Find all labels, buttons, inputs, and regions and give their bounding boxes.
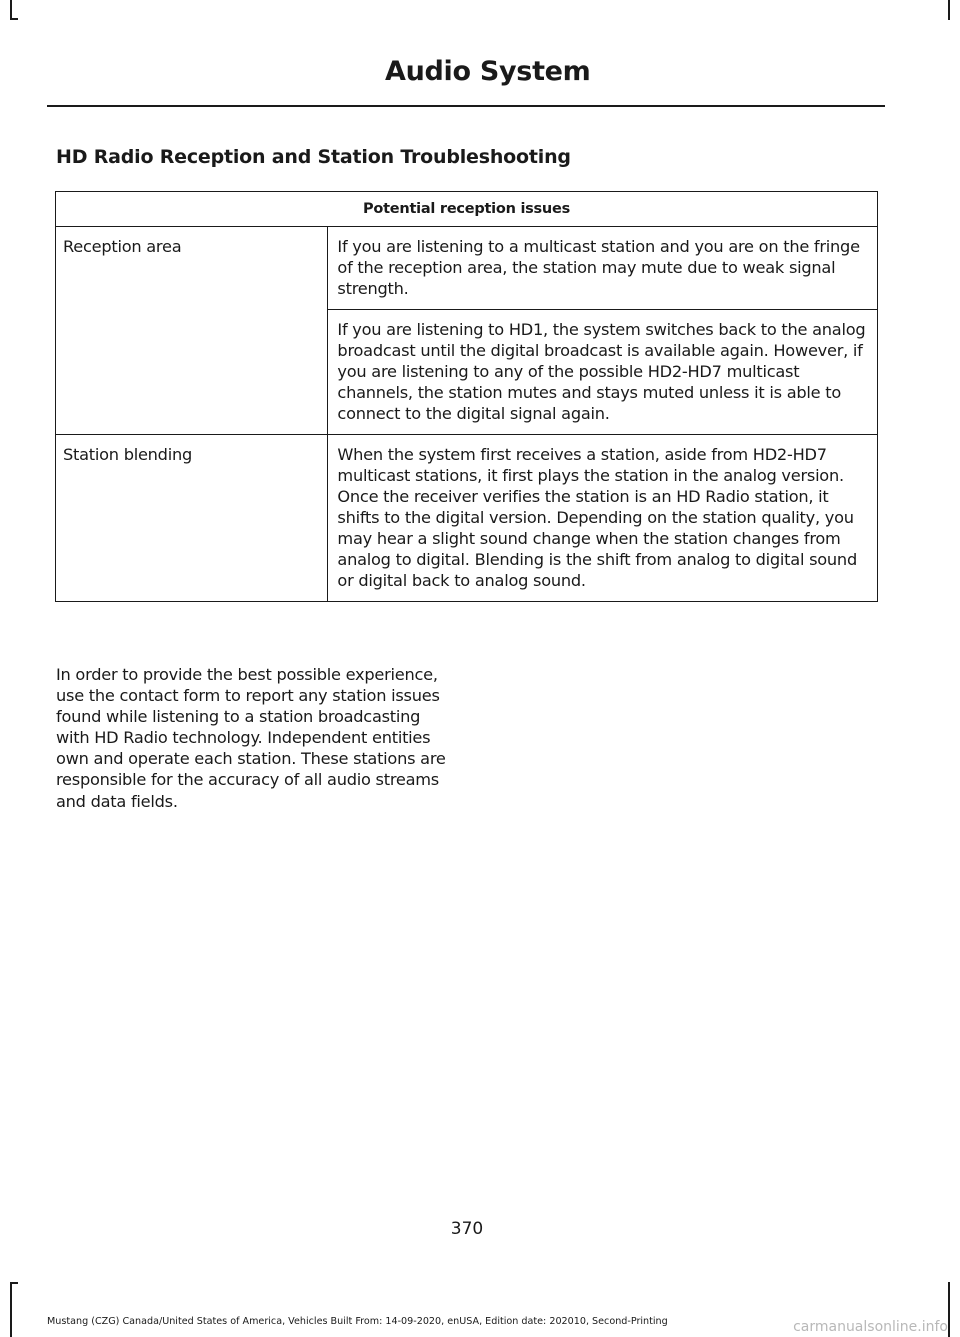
table-caption: Potential reception issues: [56, 192, 878, 227]
crop-mark-top-left-horizontal: [10, 18, 18, 20]
crop-mark-top-right-vertical: [948, 0, 950, 20]
edition-footer: Mustang (CZG) Canada/United States of America, Vehicles Built From: 14-09-2020, enUSA, Edition date: 202010, Second-Printing: [47, 1316, 668, 1327]
header-title: Audio System: [385, 56, 591, 87]
issue-description-cell: When the system first receives a station, aside from HD2-HD7 multicast stations, it first plays the station in the analog version. Once the receiver verifies the station is an HD Radio station, it shifts to the digital version. Depending on the station quality, you may hear a slight sound change when the station changes from analog to digital. Blending is the shift from analog to digital sound or digital back to analog sound.: [328, 435, 878, 602]
watermark-text: carmanualsonline.info: [793, 1319, 948, 1335]
body-paragraph: In order to provide the best possible experience, use the contact form to report any station issues found while listening to a station broadcasting with HD Radio technology. Independent entities own and operate each station. These stations are responsible for the accuracy of all audio streams and data fields.: [56, 665, 446, 811]
header-divider: [47, 105, 885, 107]
crop-mark-top-left-vertical: [10, 0, 12, 20]
crop-mark-bottom-left-horizontal: [10, 1282, 18, 1284]
crop-mark-bottom-right-vertical: [948, 1282, 950, 1337]
reception-issues-table: [55, 191, 878, 602]
crop-mark-bottom-left-vertical: [10, 1282, 12, 1337]
section-heading: HD Radio Reception and Station Troubleshooting: [56, 146, 571, 168]
issue-label-cell: Station blending: [56, 435, 328, 602]
table-header-row: [56, 192, 878, 227]
table-row: [56, 227, 878, 310]
page-number: 370: [450, 1219, 484, 1239]
issue-label-cell: Reception area: [56, 227, 328, 435]
issue-description-cell: If you are listening to HD1, the system switches back to the analog broadcast until the digital broadcast is available again. However, if you are listening to any of the possible HD2-HD7 multicast channels, the station mutes and stays muted unless it is able to connect to the digital signal again.: [328, 310, 878, 435]
issue-description-cell: If you are listening to a multicast station and you are on the fringe of the reception area, the station may mute due to weak signal strength.: [328, 227, 878, 310]
table-row: [56, 435, 878, 602]
